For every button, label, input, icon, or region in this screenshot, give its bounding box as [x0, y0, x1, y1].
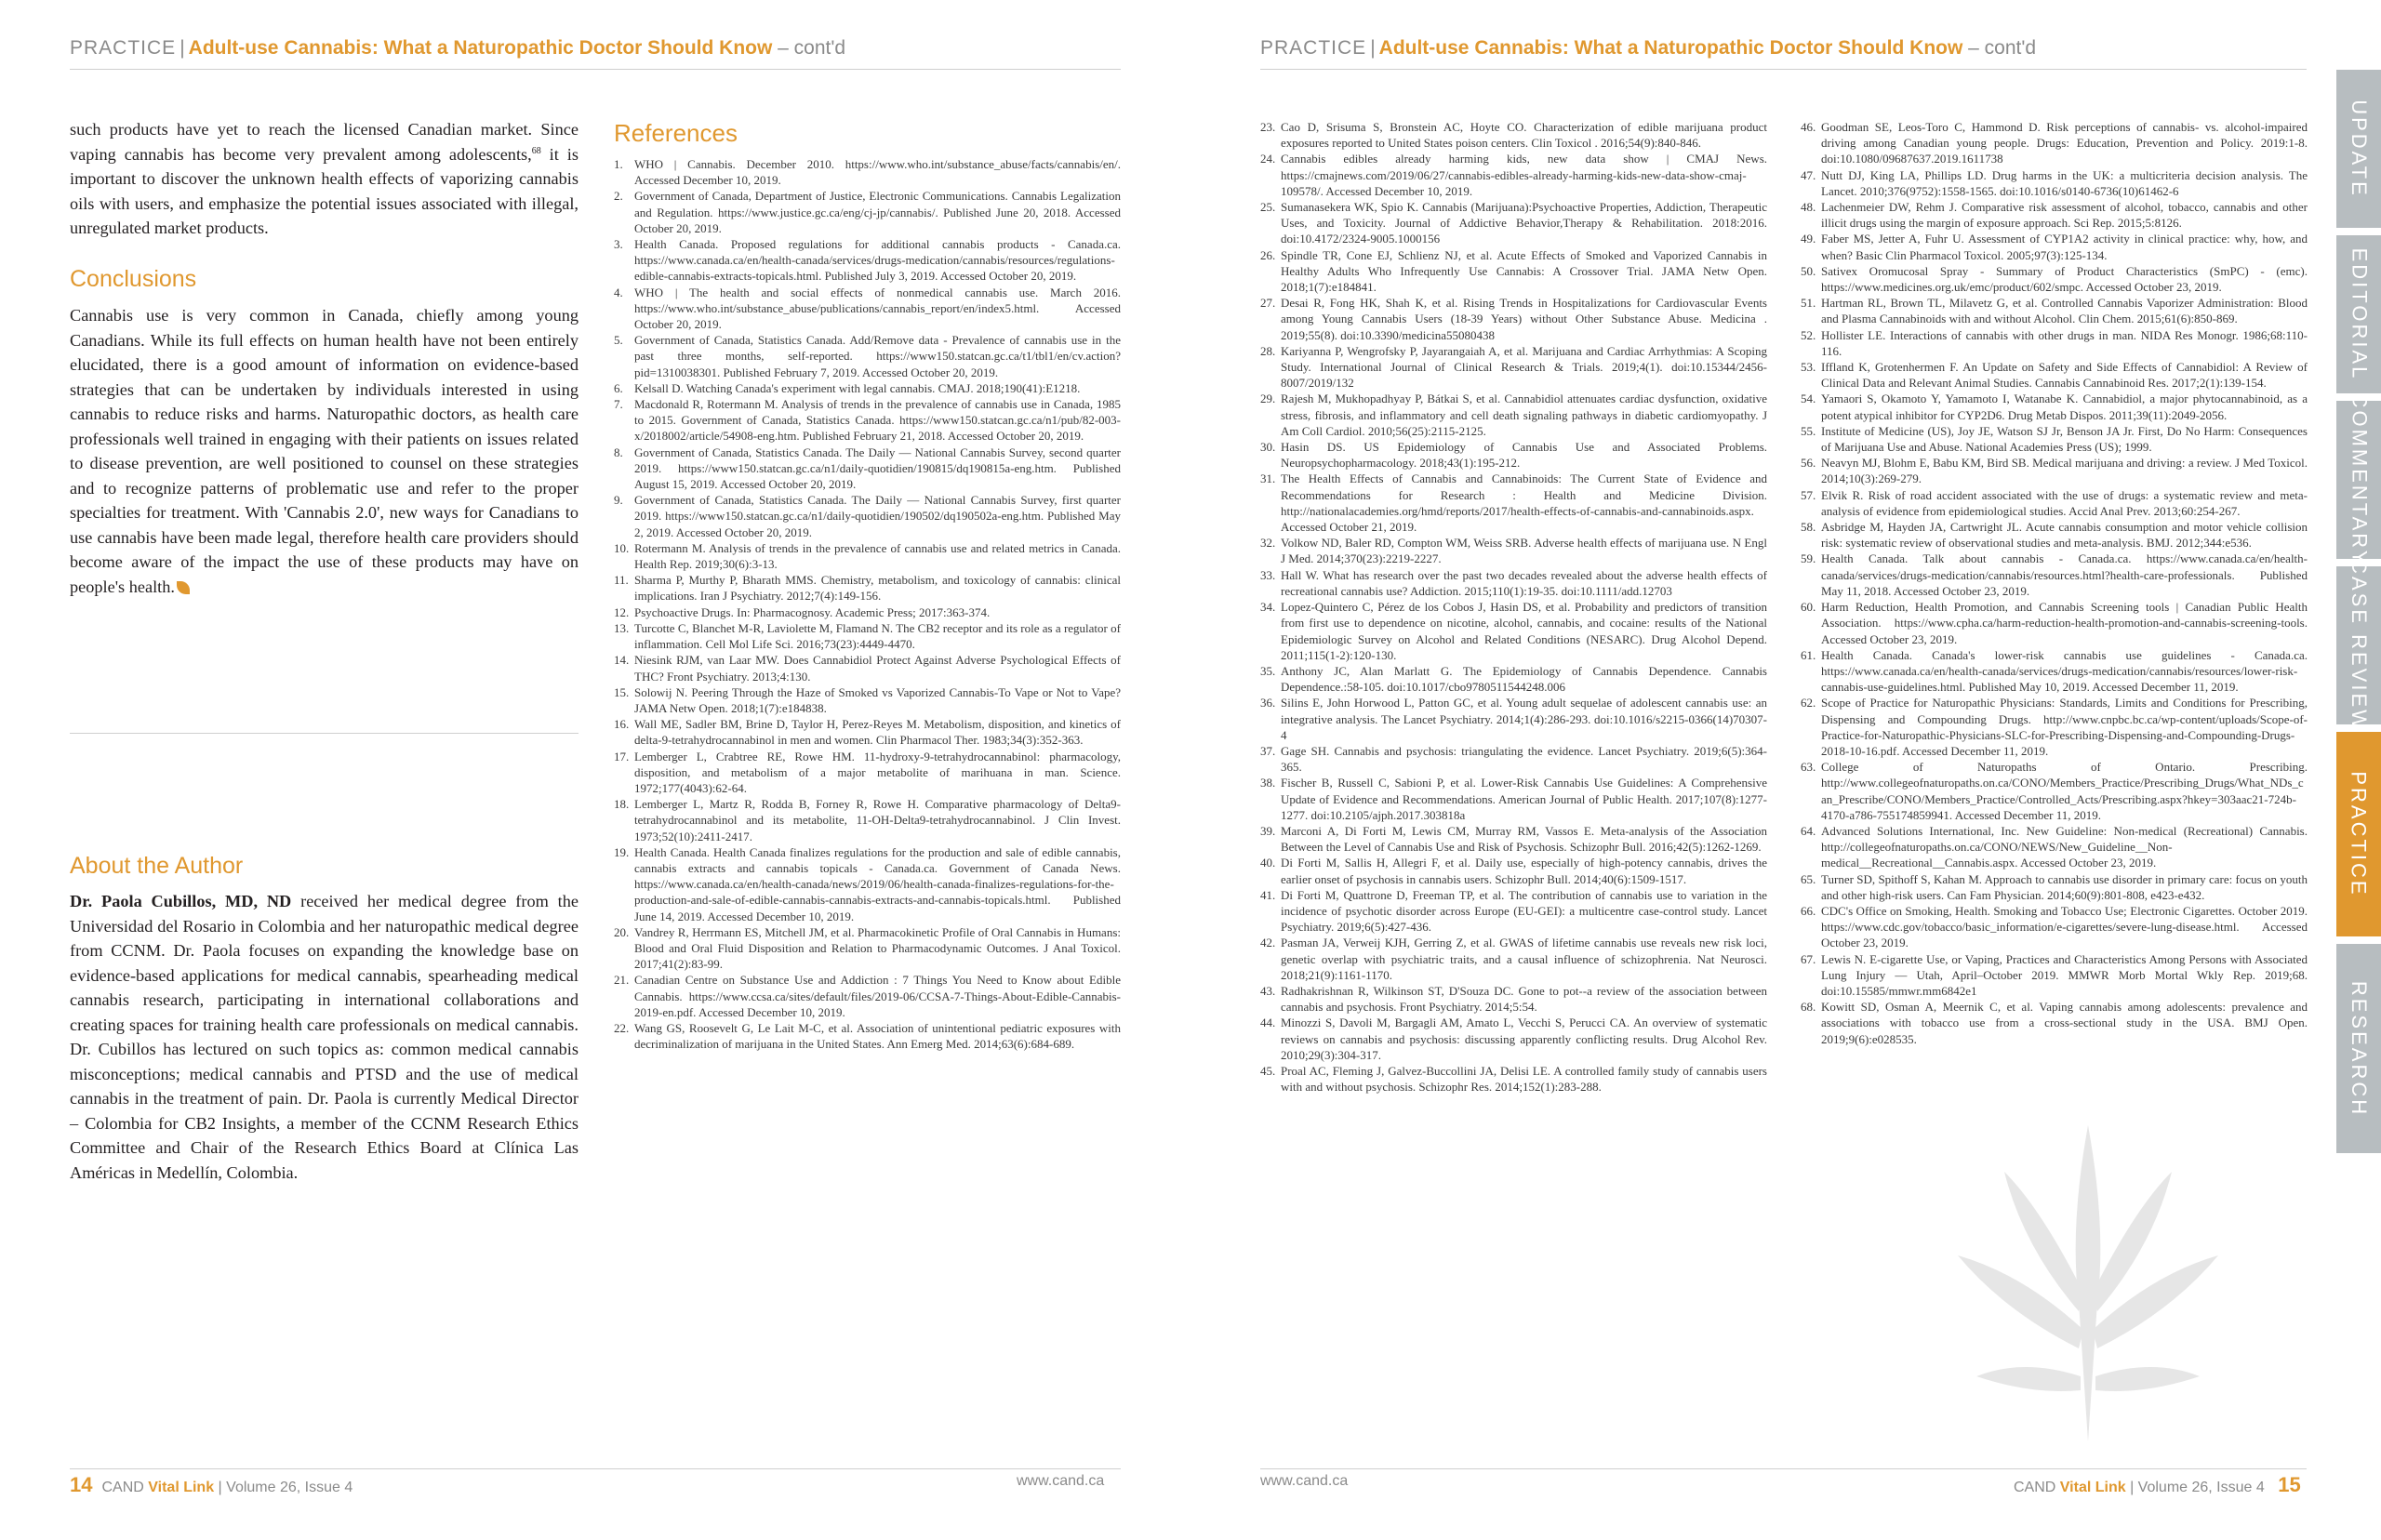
reference-item — [1801, 263, 2308, 295]
reference-number: 53. — [1801, 360, 1816, 375]
author-heading: About the Author — [70, 853, 244, 879]
reference-number: 59. — [1801, 551, 1816, 566]
reference-item — [1260, 887, 1767, 936]
left-page — [0, 0, 1190, 1540]
reference-text: Anthony JC, Alan Marlatt G. The Epidemiology of Cannabis Dependence. Cannabis Dependence.:58-105. doi:10.1017/cbo9780511544248.006 — [1281, 663, 1767, 695]
header-separator: | — [180, 37, 185, 59]
reference-number: 65. — [1801, 871, 1816, 886]
reference-item — [1801, 647, 2308, 696]
reference-text: Rotermann M. Analysis of trends in the prevalence of cannabis use and related metrics in Canada. Health Rep. 2019;30(6):3-13. — [634, 540, 1121, 572]
reference-text: Hartman RL, Brown TL, Milavetz G, et al. Controlled Cannabis Vaporizer Administration: Blood and Plasma Cannabinoids with and without Alcohol. Clin Chem. 2015;61(6):850-869. — [1821, 296, 2308, 326]
reference-number: 31. — [1260, 471, 1276, 486]
reference-item — [1260, 119, 1767, 151]
reference-item — [614, 844, 1121, 924]
reference-number: 3. — [614, 237, 623, 252]
reference-number: 41. — [1260, 887, 1276, 902]
reference-number: 15. — [614, 684, 630, 699]
reference-number: 27. — [1260, 296, 1276, 311]
reference-text: Scope of Practice for Naturopathic Physicians: Standards, Limits and Conditions for Prescribing, Dispensing and Compounding Drugs. http://www.cnpbc.bc.ca/wp-content/uploads/Scope-of-Practice-for-Naturopathic-Physicians-SLC-for-Prescribing-Dispensing-and-Compounding-Drugs-2018-10-16.pdf. Accessed December 11, 2019. — [1821, 696, 2308, 758]
author-paragraph — [70, 889, 579, 1185]
reference-number: 43. — [1260, 983, 1276, 998]
reference-number: 33. — [1260, 567, 1276, 582]
reference-number: 54. — [1801, 392, 1816, 406]
reference-text: WHO | Cannabis. December 2010. https://www.who.int/substance_abuse/facts/cannabis/en/. Accessed December 10, 2019. — [634, 157, 1121, 188]
reference-number: 29. — [1260, 392, 1276, 406]
author-bio: received her medical degree from the Universidad del Rosario in Colombia and her naturopathic medical degree from CCNM. Dr. Paola focuses on expanding the knowledge base on evidence-based applications for medical cannabis, spearheading medical cannabis research, participating in international collaborations and creating spaces for training health care professionals on medical cannabis. Dr. Cubillos has lectured on such topics as: common medical cannabis misconceptions; medical cannabis and PTSD and the use of medical cannabis in the treatment of pain. Dr. Paola is currently Medical Director – Colombia for CB2 Insights, a member of the CCNM Research Ethics Committee and Chair of the Research Ethics Board at Clínica Las Américas in Medellín, Colombia. — [70, 892, 579, 1182]
reference-item — [1801, 551, 2308, 599]
reference-text: The Health Effects of Cannabis and Cannabinoids: The Current State of Evidence and Recommendations for Research : Health and Medicine Division. http://nationalacademies.org/hmd/reports/2017/health-effects-of-cannabis-and-cannabinoids.aspx. Accessed October 21, 2019. — [1281, 471, 1767, 535]
reference-number: 19. — [614, 844, 630, 859]
reference-number: 63. — [1801, 760, 1816, 775]
reference-number: 45. — [1260, 1063, 1276, 1078]
reference-number: 18. — [614, 797, 630, 812]
reference-text: Rajesh M, Mukhopadhyay P, Bátkai S, et al. Cannabidiol attenuates cardiac dysfunction, oxidative stress, fibrosis, and inflammatory and cell death signaling pathways in diabetic cardiomyopathy. J Am Coll Cardiol. 2010;56(25):2115-2125. — [1281, 392, 1767, 438]
reference-number: 28. — [1260, 343, 1276, 358]
reference-text: Yamaori S, Okamoto Y, Yamamoto I, Watanabe K. Cannabidiol, a major phytocannabinoid, as a potent atypical inhibitor for CYP2D6. Drug Metab Dispos. 2011;39(11):2049-2056. — [1821, 392, 2308, 422]
reference-number: 6. — [614, 380, 623, 395]
reference-text: Di Forti M, Quattrone D, Freeman TP, et al. The contribution of cannabis use to variation in the incidence of psychotic disorder across Europe (EU-GEI): a multicentre case-control study. Lancet Psychiatry. 2019;6(5):427-436. — [1281, 887, 1767, 935]
tab-editorial[interactable] — [2336, 235, 2381, 393]
reference-text: Lewis N. E-cigarette Use, or Vaping, Practices and Characteristics Among Persons with Associated Lung Injury — Utah, April–October 2019. MMWR Morb Mortal Wkly Rep. 2019;68. doi:10.15585/mmwr.mm6842e1 — [1821, 951, 2308, 998]
reference-text: Gage SH. Cannabis and psychosis: triangulating the evidence. Lancet Psychiatry. 2019;6(5):364-365. — [1281, 743, 1767, 775]
reference-item — [1260, 1015, 1767, 1063]
reference-text: Turner SD, Spithoff S, Kahan M. Approach to cannabis use disorder in primary care: focus on youth and other high-risk users. Can Fam Physician. 2014;60(9):801-808, e423-e432. — [1821, 871, 2308, 902]
reference-text: Hasin DS. US Epidemiology of Cannabis Use and Associated Problems. Neuropsychopharmacology. 2018;43(1):195-212. — [1281, 440, 1767, 471]
references-list-col3 — [1801, 119, 2308, 1047]
reference-text: Faber MS, Jetter A, Fuhr U. Assessment of CYP1A2 activity in clinical practice: why, how, and when? Basic Clin Pharmacol Toxicol. 2005;97(3):125-134. — [1821, 232, 2308, 262]
references-heading: References — [614, 119, 738, 147]
reference-number: 42. — [1260, 936, 1276, 950]
tab-research-label: RESEARCH — [2348, 980, 2371, 1117]
reference-text: Harm Reduction, Health Promotion, and Cannabis Screening tools | Canadian Public Health Association. https://www.cpha.ca/harm-reduction-health-promotion-and-cannabis-screening-tools. Accessed October 23, 2019. — [1821, 600, 2308, 646]
reference-number: 24. — [1260, 152, 1276, 166]
reference-item — [1260, 439, 1767, 471]
page-number-left: 14 — [70, 1473, 93, 1496]
reference-text: Elvik R. Risk of road accident associated with the use of drugs: a systematic review and meta-analysis of evidence from epidemiological studies. Accid Anal Prev. 2013;60:254-267. — [1821, 487, 2308, 518]
reference-item — [1801, 903, 2308, 951]
reference-number: 23. — [1260, 120, 1276, 134]
reference-item — [1801, 519, 2308, 551]
footer-issue: | Volume 26, Issue 4 — [214, 1480, 353, 1495]
reference-number: 17. — [614, 749, 630, 763]
reference-text: Government of Canada, Statistics Canada. The Daily — National Cannabis Survey, first quarter 2019. https://www150.statcan.gc.ca/n1/daily-quotidien/190502/dq190502a-eng.htm. Published May 2, 2019. Accessed October 20, 2019. — [634, 493, 1121, 539]
reference-number: 56. — [1801, 456, 1816, 471]
reference-text: Silins E, John Horwood L, Patton GC, et al. Young adult sequelae of adolescent cannabis use: an integrative analysis. The Lancet Psychiatry. 2014;1(4):286-293. doi:10.1016/s2215-0366(14)70307-4 — [1281, 696, 1767, 742]
reference-text: College of Naturopaths of Ontario. Prescribing. http://www.collegeofnaturopaths.on.ca/CONO/Members_Practice/Prescribing_Drugs/What_NDs_can_Prescribe/CONO/Members_Practice/Controlled_Acts/Prescribing.aspx?hkey=303aac21-724b-4170-a786-755174859941. Accessed December 11, 2019. — [1821, 760, 2308, 822]
reference-item — [1801, 951, 2308, 1000]
reference-item — [614, 332, 1121, 380]
reference-item — [614, 1020, 1121, 1052]
reference-text: Health Canada. Canada's lower-risk cannabis use guidelines - Canada.ca. https://www.canada.ca/en/health-canada/services/drugs-medication/cannabis/resources/lower-risk-cannabis-use-guidelines.html. Published May 10, 2019. Accessed December 11, 2019. — [1821, 647, 2308, 695]
conclusions-paragraph — [70, 303, 579, 599]
header-title: Adult-use Cannabis: What a Naturopathic Doctor Should Know — [188, 37, 773, 59]
reference-item — [614, 924, 1121, 973]
reference-number: 47. — [1801, 167, 1816, 182]
reference-text: Kariyanna P, Wengrofsky P, Jayarangaiah A, et al. Marijuana and Cardiac Arrhythmias: A Scoping Study. International Journal of Clinical Research & Trials. 2019;4(1). doi:10.15344/2456-8007/2019/132 — [1281, 343, 1767, 391]
footer-rule — [70, 1468, 1121, 1469]
reference-number: 20. — [614, 924, 630, 939]
reference-text: Sharma P, Murthy P, Bharath MMS. Chemistry, metabolism, and toxicology of cannabis: clinical implications. Iran J Psychiatry. 2012;7(4):149-156. — [634, 573, 1121, 604]
reference-number: 11. — [614, 573, 629, 588]
reference-text: WHO | The health and social effects of nonmedical cannabis use. March 2016. https://www.who.int/substance_abuse/publications/cannabis_report/en/index5.html. Accessed October 20, 2019. — [634, 285, 1121, 332]
reference-text: Government of Canada, Statistics Canada. Add/Remove data - Prevalence of cannabis use in the past three months, self-reported. https://www150.statcan.gc.ca/t1/tbl1/en/cv.action?pid=1310038301. Published February 7, 2019. Accessed October 20, 2019. — [634, 333, 1121, 379]
reference-number: 52. — [1801, 327, 1816, 342]
column-divider — [70, 733, 579, 734]
reference-item — [1801, 199, 2308, 231]
reference-number: 4. — [614, 285, 623, 299]
reference-item — [614, 285, 1121, 333]
reference-item — [1260, 599, 1767, 663]
reference-item — [1260, 567, 1767, 599]
footer-left — [70, 1473, 352, 1497]
reference-item — [1260, 471, 1767, 535]
reference-text: Turcotte C, Blanchet M-R, Laviolette M, Flamand N. The CB2 receptor and its role as a regulator of inflammation. Cell Mol Life Sci. 2016;73(23):4449-4470. — [634, 620, 1121, 652]
reference-item — [1801, 695, 2308, 759]
reference-number: 68. — [1801, 1000, 1816, 1015]
reference-item — [614, 492, 1121, 540]
tab-practice-label: PRACTICE — [2348, 771, 2371, 897]
citation-superscript: 68 — [531, 145, 541, 156]
reference-text: Radhakrishnan R, Wilkinson ST, D'Souza DC. Gone to pot--a review of the association between cannabis and psychosis. Front Psychiatry. 2014;5:54. — [1281, 983, 1767, 1015]
reference-item — [1260, 199, 1767, 247]
reference-text: Volkow ND, Baler RD, Compton WM, Weiss SRB. Adverse health effects of marijuana use. N Engl J Med. 2014;370(23):2219-2227. — [1281, 536, 1767, 566]
tab-case-review[interactable] — [2336, 559, 2381, 732]
reference-text: Pasman JA, Verweij KJH, Gerring Z, et al. GWAS of lifetime cannabis use reveals new risk loci, genetic overlap with psychiatric traits, and a causal influence of schizophrenia. Nat Neurosci. 2018;21(9):1161-1170. — [1281, 936, 1767, 982]
reference-text: Proal AC, Fleming J, Galvez-Buccollini JA, Delisi LE. A controlled family study of cannabis users with and without psychosis. Schizophr Res. 2014;152(1):283-288. — [1281, 1063, 1767, 1095]
intro-text-b: it is important to discover the unknown health effects of vaporizing cannabis oils with users, and emphasize the potential issues associated with illegal, unregulated market products. — [70, 144, 579, 237]
running-header-right — [1260, 37, 2036, 60]
reference-text: Lemberger L, Crabtree RE, Rowe HM. 11-hydroxy-9-tetrahydrocannabinol: pharmacology, disposition, and metabolism of a major metabolite of marihuana in man. Science. 1972;177(4043):62-64. — [634, 749, 1121, 795]
tab-research[interactable] — [2336, 944, 2381, 1153]
reference-text: Hollister LE. Interactions of cannabis with other drugs in man. NIDA Res Monogr. 1986;68:110-116. — [1821, 327, 2308, 358]
reference-number: 32. — [1260, 536, 1276, 551]
reference-item — [1260, 1063, 1767, 1095]
reference-item — [614, 716, 1121, 748]
reference-item — [1260, 343, 1767, 392]
reference-number: 10. — [614, 540, 630, 555]
reference-number: 26. — [1260, 247, 1276, 262]
reference-item — [1801, 999, 2308, 1047]
reference-text: Advanced Solutions International, Inc. New Guideline: Non-medical (Recreational) Cannabis. http://collegeofnaturopaths.on.ca/CONO/NEWS/New_Guideline__Non-medical__Recreational__Cannabis.aspx. Accessed October 23, 2019. — [1821, 823, 2308, 870]
reference-item — [1801, 423, 2308, 455]
footer-url-right: www.cand.ca — [1260, 1473, 1349, 1489]
header-section: PRACTICE — [1260, 37, 1367, 59]
footer-issue: | Volume 26, Issue 4 — [2125, 1480, 2265, 1495]
reference-text: Nutt DJ, King LA, Phillips LD. Drug harms in the UK: a multicriteria decision analysis. The Lancet. 2010;376(9752):1558-1565. doi:10.1016/s0140-6736(10)61462-6 — [1821, 167, 2308, 198]
reference-item — [1801, 487, 2308, 519]
footer-cand: CAND — [101, 1480, 149, 1495]
reference-number: 13. — [614, 620, 630, 635]
reference-text: Health Canada. Health Canada finalizes regulations for the production and sale of edible cannabis, cannabis extracts and cannabis topicals - Canada.ca. Government of Canada News. https://www.canada.ca/en/health-canada/news/2019/06/health-canada-finalizes-regulations-for-the-production-and-sale-of-edible-cannabis-cannabis-extracts-and-cannabis-topicals.html. Published June 14, 2019. Accessed December 10, 2019. — [634, 844, 1121, 923]
reference-text: Wang GS, Roosevelt G, Le Lait M-C, et al. Association of unintentional pediatric exposures with decriminalization of marijuana in the United States. Ann Emerg Med. 2014;63(6):684-689. — [634, 1020, 1121, 1052]
reference-text: Di Forti M, Sallis H, Allegri F, et al. Daily use, especially of high-potency cannabis, drives the earlier onset of psychosis in cannabis users. Schizophr Bull. 2014;40(6):1509-1517. — [1281, 856, 1767, 886]
reference-item — [1260, 983, 1767, 1015]
reference-item — [1801, 759, 2308, 823]
reference-text: Sumanasekera WK, Spio K. Cannabis (Marijuana):Psychoactive Properties, Addiction, Therapeutic Uses, and Toxicity. Journal of Addictive Behavior,Therapy & Rehabilitation. 2018:2016. doi:10.4172/2324-9005.1000156 — [1281, 200, 1767, 246]
reference-number: 35. — [1260, 663, 1276, 678]
reference-item — [1801, 359, 2308, 391]
reference-number: 7. — [614, 397, 623, 412]
reference-item — [1260, 935, 1767, 983]
reference-number: 5. — [614, 333, 623, 348]
reference-item — [1260, 391, 1767, 439]
reference-text: Niesink RJM, van Laar MW. Does Cannabidiol Protect Against Adverse Psychological Effects of THC? Front Psychiatry. 2013;4:130. — [634, 653, 1121, 684]
intro-text-a: such products have yet to reach the licensed Canadian market. Since vaping cannabis has become very prevalent among adolescents, — [70, 120, 579, 164]
reference-item — [614, 396, 1121, 445]
reference-text: CDC's Office on Smoking, Health. Smoking and Tobacco Use; Electronic Cigarettes. October 2019. https://www.cdc.gov/tobacco/basic_information/e-cigarettes/severe-lung-disease.html. Accessed October 23, 2019. — [1821, 903, 2308, 950]
reference-item — [1801, 119, 2308, 167]
reference-number: 16. — [614, 717, 630, 732]
reference-number: 37. — [1260, 743, 1276, 758]
reference-item — [1801, 327, 2308, 359]
reference-number: 58. — [1801, 520, 1816, 535]
reference-item — [1801, 455, 2308, 486]
footer-cand: CAND — [2014, 1480, 2060, 1495]
reference-item — [1801, 391, 2308, 422]
reference-item — [614, 796, 1121, 844]
reference-item — [614, 620, 1121, 652]
tab-update-label: UPDATE — [2348, 100, 2372, 198]
reference-text: Iffland K, Grotenhermen F. An Update on Safety and Side Effects of Cannabidiol: A Review of Clinical Data and Relevant Animal Studies. Cannabis Cannabinoid Res. 2017;2(1):139-154. — [1821, 360, 2308, 391]
tab-commentary[interactable] — [2336, 392, 2381, 567]
reference-item — [614, 684, 1121, 716]
reference-number: 44. — [1260, 1016, 1276, 1030]
footer-vital-link: Vital Link — [148, 1480, 215, 1495]
reference-item — [614, 572, 1121, 604]
reference-item — [1801, 823, 2308, 871]
page-number-right: 15 — [2278, 1473, 2301, 1496]
reference-number: 8. — [614, 445, 623, 459]
reference-number: 51. — [1801, 296, 1816, 311]
reference-number: 67. — [1801, 951, 1816, 966]
author-name: Dr. Paola Cubillos, MD, ND — [70, 892, 292, 910]
reference-item — [614, 972, 1121, 1020]
reference-item — [1260, 535, 1767, 566]
reference-text: Minozzi S, Davoli M, Bargagli AM, Amato L, Vecchi S, Perucci CA. An overview of systematic reviews on cannabis and psychosis: discussing apparently conflicting results. Drug Alcohol Rev. 2010;29(3):304-317. — [1281, 1016, 1767, 1062]
reference-number: 14. — [614, 653, 630, 668]
leaf-end-icon — [177, 581, 190, 594]
reference-number: 64. — [1801, 823, 1816, 838]
reference-text: Solowij N. Peering Through the Haze of Smoked vs Vaporized Cannabis-To Vape or Not to Vape? JAMA Netw Open. 2018;1(7):e184838. — [634, 684, 1121, 715]
footer-right — [2014, 1473, 2301, 1497]
reference-text: Hall W. What has research over the past two decades revealed about the adverse health effects of recreational cannabis use? Addiction. 2015;110(1):19-35. doi:10.1111/add.12703 — [1281, 567, 1767, 598]
reference-number: 60. — [1801, 600, 1816, 615]
reference-text: Health Canada. Proposed regulations for additional cannabis products - Canada.ca. https://www.canada.ca/en/health-canada/services/drugs-medication/cannabis/resources/regulations-edible-cannabis-extracts-topicals.html. Published July 3, 2019. Accessed October 20, 2019. — [634, 237, 1121, 284]
reference-text: Asbridge M, Hayden JA, Cartwright JL. Acute cannabis consumption and motor vehicle collision risk: systematic review of observational studies and meta-analysis. BMJ. 2012;344:e536. — [1821, 520, 2308, 551]
reference-item — [1801, 599, 2308, 647]
tab-case-review-label: CASE REVIEW — [2348, 559, 2371, 732]
reference-text: Kowitt SD, Osman A, Meernik C, et al. Vaping cannabis among adolescents: prevalence and associations with tobacco use from a cross-sectional study in the USA. BMJ Open. 2019;9(6):e028535. — [1821, 1000, 2308, 1046]
reference-item — [1260, 295, 1767, 343]
reference-item — [1801, 231, 2308, 262]
reference-item — [614, 188, 1121, 236]
reference-text: Fischer B, Russell C, Sabioni P, et al. Lower-Risk Cannabis Use Guidelines: A Comprehensive Update of Evidence and Recommendations. American Journal of Public Health. 2017;107(8):1277-1277. doi:10.2105/ajph.2017.303818a — [1281, 776, 1767, 822]
reference-item — [1260, 663, 1767, 695]
reference-item — [1801, 295, 2308, 326]
header-rule — [1260, 69, 2307, 70]
reference-item — [614, 380, 1121, 396]
reference-item — [614, 540, 1121, 572]
reference-item — [614, 749, 1121, 797]
reference-text: Lachenmeier DW, Rehm J. Comparative risk assessment of alcohol, tobacco, cannabis and other illicit drugs using the margin of exposure approach. Sci Rep. 2015;5:8126. — [1821, 200, 2308, 231]
reference-number: 1. — [614, 157, 623, 171]
leaf-watermark-icon — [1939, 1116, 2237, 1451]
reference-number: 38. — [1260, 776, 1276, 790]
reference-item — [1260, 775, 1767, 823]
footer-rule — [1260, 1468, 2307, 1469]
tab-commentary-label: COMMENTARY — [2348, 392, 2372, 567]
reference-number: 34. — [1260, 600, 1276, 615]
reference-item — [614, 652, 1121, 684]
references-list-col2 — [1260, 119, 1767, 1095]
references-list-col1 — [614, 156, 1121, 1052]
footer-url-left: www.cand.ca — [1017, 1473, 1105, 1489]
reference-number: 2. — [614, 189, 623, 204]
header-continued: – cont'd — [772, 37, 846, 59]
reference-item — [614, 156, 1121, 188]
conclusions-text: Cannabis use is very common in Canada, chiefly among young Canadians. While its full effects on human health have not been entirely elucidated, there is a good amount of information on evidence-based strategies that can be undertaken by individuals interested in using cannabis to reduce risks and harms. Naturopathic doctors, as health care professionals well trained in engaging with their patients on issues related to disease prevention, are well positioned to counsel on these strategies and to recognize patterns of problematic use and refer to the proper specialties for treatment. With 'Cannabis 2.0', new ways for Canadians to use cannabis have been made legal, therefore health care providers should become aware of the impact the use of these products may have on people's health. — [70, 306, 579, 596]
reference-item — [1801, 871, 2308, 903]
reference-text: Cao D, Srisuma S, Bronstein AC, Hoyte CO. Characterization of edible marijuana product exposures reported to United States poison centers. Clin Toxicol . 2016;54(9):840-846. — [1281, 120, 1767, 151]
footer-vital-link: Vital Link — [2059, 1480, 2126, 1495]
reference-number: 12. — [614, 604, 630, 619]
reference-text: Lopez-Quintero C, Pérez de los Cobos J, Hasin DS, et al. Probability and predictors of transition from first use to dependence on nicotine, alcohol, cannabis, and cocaine: results of the National Epidemiologic Survey on Alcohol and Related Conditions (NESARC). Drug Alcohol Depend. 2011;115(1-2):120-130. — [1281, 600, 1767, 662]
header-continued: – cont'd — [1962, 37, 2037, 59]
reference-text: Marconi A, Di Forti M, Lewis CM, Murray RM, Vassos E. Meta-analysis of the Association Between the Level of Cannabis Use and Risk of Psychosis. Schizophr Bull. 2016;42(5):1262-1269. — [1281, 823, 1767, 855]
reference-number: 40. — [1260, 856, 1276, 870]
tab-editorial-label: EDITORIAL — [2348, 247, 2371, 381]
reference-item — [614, 236, 1121, 285]
reference-text: Canadian Centre on Substance Use and Addiction : 7 Things You Need to Know about Edible Cannabis. https://www.ccsa.ca/sites/default/files/2019-06/CCSA-7-Things-About-Edible-Cannabis-2019-en.pdf. Accessed December 10, 2019. — [634, 973, 1121, 1019]
reference-number: 49. — [1801, 232, 1816, 246]
reference-number: 48. — [1801, 200, 1816, 215]
reference-number: 22. — [614, 1020, 630, 1035]
reference-number: 9. — [614, 493, 623, 508]
reference-text: Cannabis edibles already harming kids, new data show | CMAJ News. https://cmajnews.com/2019/06/27/cannabis-edibles-already-harming-kids-new-data-show-cmaj-109578/. Accessed December 10, 2019. — [1281, 152, 1767, 198]
reference-number: 62. — [1801, 696, 1816, 710]
reference-item — [1260, 823, 1767, 855]
running-header — [70, 37, 845, 60]
header-rule — [70, 69, 1121, 70]
reference-number: 36. — [1260, 696, 1276, 710]
reference-text: Health Canada. Talk about cannabis - Canada.ca. https://www.canada.ca/en/health-canada/services/drugs-medication/cannabis/resources.html?health-care-professionals. Published May 11, 2018. Accessed October 23, 2019. — [1821, 551, 2308, 598]
reference-item — [614, 445, 1121, 493]
reference-number: 30. — [1260, 440, 1276, 455]
conclusions-heading: Conclusions — [70, 266, 197, 292]
reference-number: 66. — [1801, 903, 1816, 918]
intro-paragraph — [70, 117, 579, 241]
reference-text: Vandrey R, Herrmann ES, Mitchell JM, et al. Pharmacokinetic Profile of Oral Cannabis in Humans: Blood and Oral Fluid Disposition and Relation to Pharmacodynamic Outcomes. J Anal Toxicol. 2017;41(2):83-99. — [634, 924, 1121, 972]
reference-number: 39. — [1260, 823, 1276, 838]
reference-number: 50. — [1801, 263, 1816, 278]
reference-text: Neavyn MJ, Blohm E, Babu KM, Bird SB. Medical marijuana and driving: a review. J Med Toxicol. 2014;10(3):269-279. — [1821, 456, 2308, 486]
reference-text: Sativex Oromucosal Spray - Summary of Product Characteristics (SmPC) - (emc). https://www.medicines.org.uk/emc/product/602/smpc. Accessed October 23, 2019. — [1821, 263, 2308, 295]
reference-text: Lemberger L, Martz R, Rodda B, Forney R, Rowe H. Comparative pharmacology of Delta9-tetrahydrocannabinol and its metabolite, 11-OH-Delta9-tetrahydrocannabinol. J Clin Invest. 1973;52(10):2411-2417. — [634, 797, 1121, 843]
reference-item — [1260, 743, 1767, 775]
reference-item — [1260, 151, 1767, 199]
reference-text: Spindle TR, Cone EJ, Schlienz NJ, et al. Acute Effects of Smoked and Vaporized Cannabis in Healthy Adults Who Infrequently Use Cannabis: A Crossover Trial. JAMA Netw Open. 2018;1(7):e184841. — [1281, 247, 1767, 295]
header-title: Adult-use Cannabis: What a Naturopathic Doctor Should Know — [1378, 37, 1963, 59]
tab-update[interactable] — [2336, 70, 2381, 228]
reference-text: Institute of Medicine (US), Joy JE, Watson SJ Jr, Benson JA Jr. First, Do No Harm: Consequences of Marijuana Use and Abuse. National Academies Press (US); 1999. — [1821, 423, 2308, 455]
header-section: PRACTICE — [70, 37, 177, 59]
reference-item — [1260, 855, 1767, 886]
reference-text: Wall ME, Sadler BM, Brine D, Taylor H, Perez-Reyes M. Metabolism, disposition, and kinetics of delta-9-tetrahydrocannabinol in men and women. Clin Pharmacol Ther. 1983;34(3):352-363. — [634, 717, 1121, 748]
reference-text: Kelsall D. Watching Canada's experiment with legal cannabis. CMAJ. 2018;190(41):E1218. — [634, 380, 1081, 395]
reference-text: Goodman SE, Leos-Toro C, Hammond D. Risk perceptions of cannabis- vs. alcohol-impaired driving among Canadian young people. Drugs: Education, Prevention and Policy. 2019:1-8. doi:10.1080/09687637.2019.1611738 — [1821, 120, 2308, 166]
header-separator: | — [1370, 37, 1376, 59]
reference-number: 55. — [1801, 423, 1816, 438]
reference-number: 21. — [614, 973, 630, 988]
reference-item — [1260, 247, 1767, 296]
reference-item — [1260, 695, 1767, 743]
reference-number: 61. — [1801, 647, 1816, 662]
reference-item — [1801, 167, 2308, 199]
reference-number: 57. — [1801, 487, 1816, 502]
reference-text: Psychoactive Drugs. In: Pharmacognosy. Academic Press; 2017:363-374. — [634, 604, 991, 619]
reference-number: 25. — [1260, 200, 1276, 215]
reference-text: Government of Canada, Statistics Canada. The Daily — National Cannabis Survey, second quarter 2019. https://www150.statcan.gc.ca/n1/daily-quotidien/190815/dq190815a-eng.htm. Published August 15, 2019. Accessed October 20, 2019. — [634, 445, 1121, 492]
reference-number: 46. — [1801, 120, 1816, 134]
reference-item — [614, 604, 1121, 620]
reference-text: Desai R, Fong HK, Shah K, et al. Rising Trends in Hospitalizations for Cardiovascular Events among Young Cannabis Users (18-39 Years) without Other Substance Abuse. Medicina . 2019;55(8). doi:10.3390/medicina55080438 — [1281, 296, 1767, 342]
tab-practice[interactable] — [2336, 732, 2381, 936]
reference-text: Government of Canada, Department of Justice, Electronic Communications. Cannabis Legalization and Regulation. https://www.justice.gc.ca/eng/cj-jp/cannabis/. Published June 20, 2018. Accessed October 20, 2019. — [634, 189, 1121, 235]
reference-text: Macdonald R, Rotermann M. Analysis of trends in the prevalence of cannabis use in Canada, 1985 to 2015. Government of Canada, Statistics Canada. https://www150.statcan.gc.ca/n1/pub/82-003-x/2018002/article/54908-eng.htm. Published February 21, 2018. Accessed October 20, 2019. — [634, 397, 1121, 444]
